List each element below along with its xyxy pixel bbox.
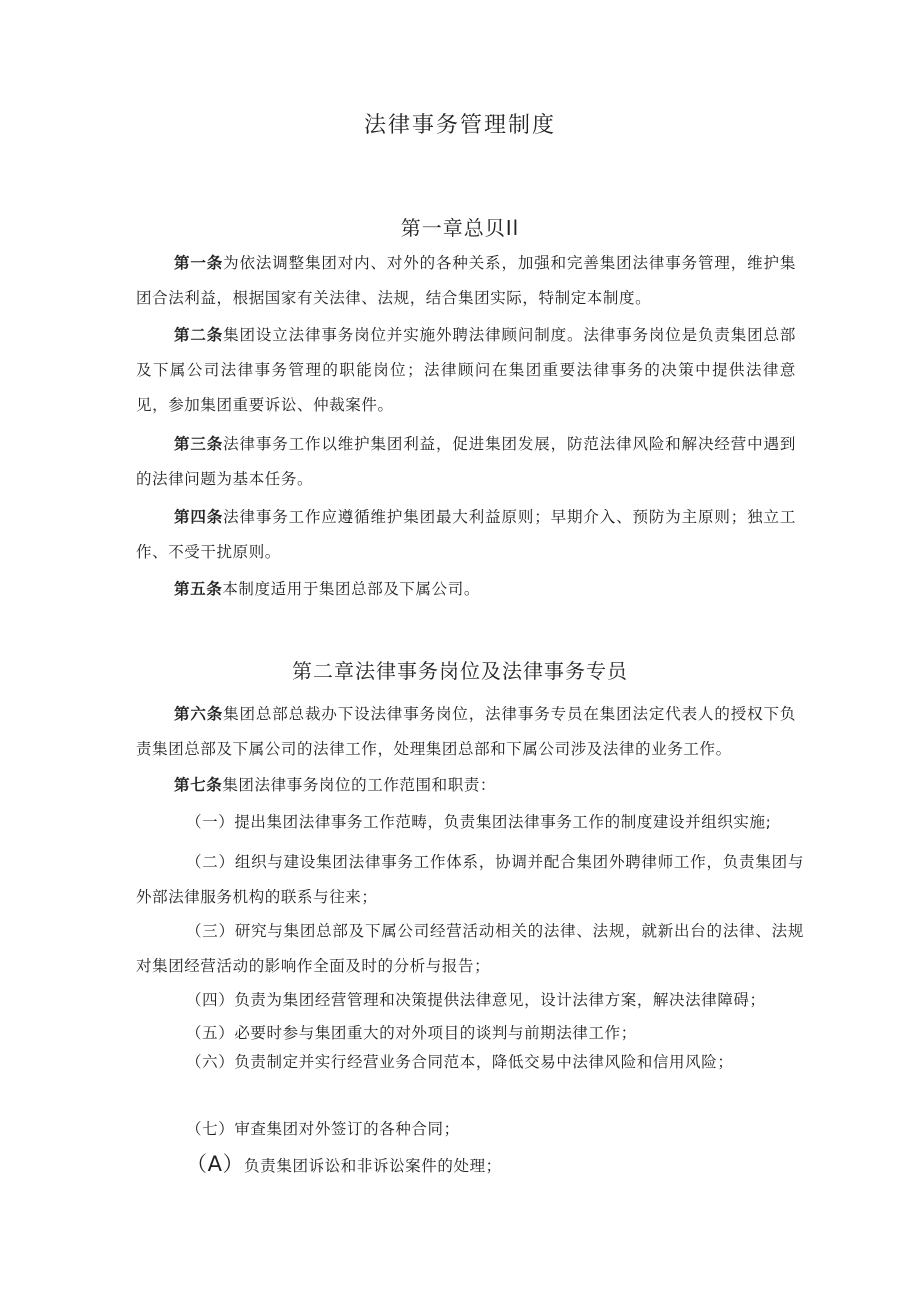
article-text: 法律事务工作以维护集团利益，促进集团发展，防范法律风险和解决经营中遇到的法律问题为基本任务。 bbox=[136, 435, 796, 488]
article-7 bbox=[136, 768, 796, 803]
article-4 bbox=[136, 500, 796, 570]
article-label: 第六条 bbox=[174, 705, 224, 723]
article-text: 本制度适用于集团总部及下属公司。 bbox=[222, 580, 480, 598]
article-text: 集团总部总裁办下设法律事务岗位，法律事务专员在集团法定代表人的授权下负责集团总部及下属公司的法律工作，处理集团总部和下属公司涉及法律的业务工作。 bbox=[136, 705, 796, 758]
item-marker: （三） bbox=[186, 922, 235, 940]
article-label: 第二条 bbox=[174, 326, 224, 344]
item-marker: （A） bbox=[186, 1152, 245, 1176]
item-text: 审查集团对外签订的各种合同； bbox=[234, 1120, 460, 1138]
article-label: 第三条 bbox=[174, 435, 224, 453]
duty-item-1 bbox=[136, 805, 804, 840]
duty-item-8 bbox=[136, 1147, 804, 1184]
article-label: 第七条 bbox=[174, 776, 223, 794]
article-5 bbox=[136, 572, 796, 607]
article-1 bbox=[136, 246, 796, 316]
duty-item-3 bbox=[136, 914, 804, 984]
item-marker: （五） bbox=[186, 1024, 235, 1042]
duty-item-4 bbox=[136, 983, 804, 1018]
item-text: 研究与集团总部及下属公司经营活动相关的法律、法规，就新出台的法律、法规对集团经营活动的影响作全面及时的分析与报告； bbox=[136, 922, 804, 975]
item-text: 必要时参与集团重大的对外项目的谈判与前期法律工作； bbox=[234, 1024, 637, 1042]
item-text: 组织与建设集团法律事务工作体系，协调并配合集团外聘律师工作，负责集团与外部法律服务机构的联系与往来； bbox=[136, 853, 804, 906]
item-marker: （七） bbox=[186, 1120, 235, 1138]
chapter-1-heading: 第一章总贝Il bbox=[400, 216, 520, 240]
document-title: 法律事务管理制度 bbox=[363, 113, 556, 138]
duty-item-2 bbox=[136, 845, 804, 915]
item-marker: （六） bbox=[186, 1053, 235, 1071]
article-text: 集团设立法律事务岗位并实施外聘法律顾问制度。法律事务岗位是负责集团总部及下属公司法律事务管理的职能岗位；法律顾问在集团重要法律事务的决策中提供法律意见，参加集团重要诉讼、仲裁案件。 bbox=[136, 326, 796, 414]
item-marker: （一） bbox=[186, 813, 235, 831]
item-text: 提出集团法律事务工作范畴，负责集团法律事务工作的制度建设并组织实施; bbox=[234, 813, 772, 831]
article-text: 法律事务工作应遵循维护集团最大利益原则；早期介入、预防为主原则；独立工作、不受干扰原则。 bbox=[136, 508, 796, 561]
article-3 bbox=[136, 427, 796, 497]
duty-item-7 bbox=[136, 1112, 804, 1147]
article-text: 为依法调整集团对内、对外的各种关系，加强和完善集团法律事务管理，维护集团合法利益，根据国家有关法律、法规，结合集团实际，特制定本制度。 bbox=[136, 254, 796, 307]
article-2 bbox=[136, 318, 796, 423]
article-label: 第四条 bbox=[174, 508, 224, 526]
item-marker: （四） bbox=[186, 991, 235, 1009]
item-text: 负责集团诉讼和非诉讼案件的处理； bbox=[244, 1157, 502, 1175]
article-text: 集团法律事务岗位的工作范围和职责： bbox=[222, 776, 497, 794]
chapter-2-heading: 第二章法律事务岗位及法律事务专员 bbox=[292, 659, 628, 683]
article-label: 第一条 bbox=[174, 254, 224, 272]
item-text: 负责为集团经营管理和决策提供法律意见，设计法律方案，解决法律障碍； bbox=[234, 991, 766, 1009]
item-marker: （二） bbox=[186, 853, 235, 871]
article-6 bbox=[136, 697, 796, 767]
article-label: 第五条 bbox=[174, 580, 223, 598]
duty-item-6 bbox=[136, 1045, 804, 1080]
item-text: 负责制定并实行经营业务合同范本，降低交易中法律风险和信用风险； bbox=[234, 1053, 734, 1071]
